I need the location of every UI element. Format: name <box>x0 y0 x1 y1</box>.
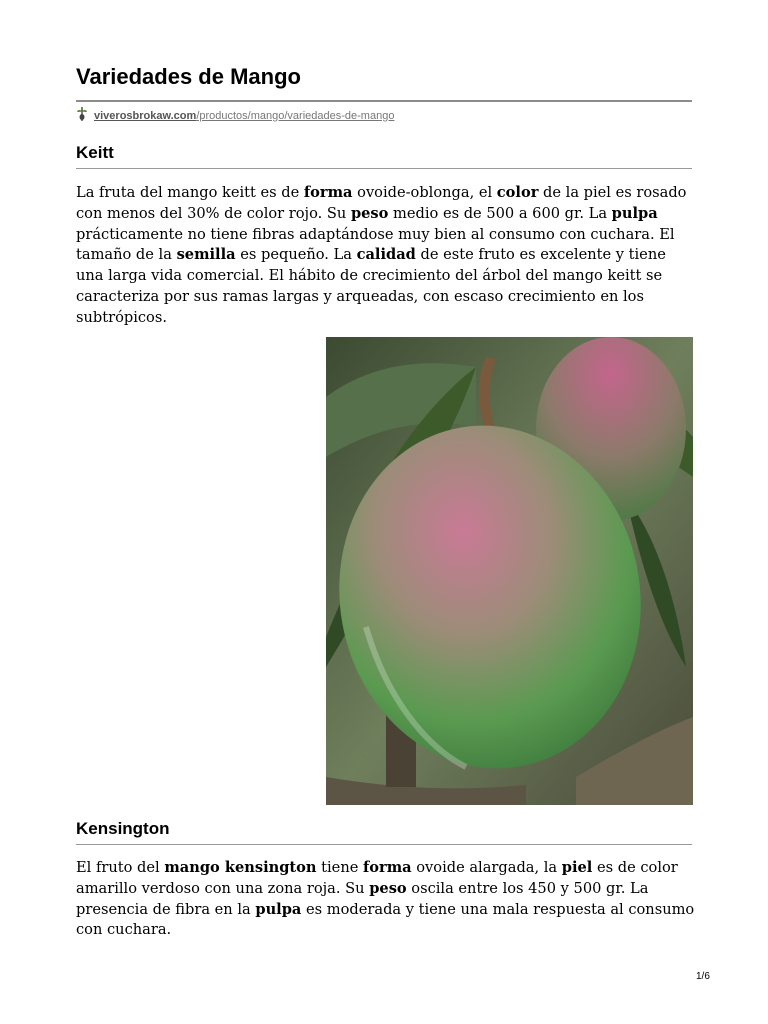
keyword-semilla: semilla <box>176 246 236 264</box>
title-divider <box>76 100 692 102</box>
keyword-piel: piel <box>561 859 593 876</box>
page-number: 1/6 <box>696 971 710 982</box>
keyword-forma: forma <box>303 184 353 201</box>
keyword-pulpa: pulpa <box>611 204 658 222</box>
keyword-pulpa: pulpa <box>255 900 302 918</box>
keyword-mango-kensington: mango kensington <box>164 859 317 876</box>
source-line <box>76 106 394 125</box>
section-heading-keitt: Keitt <box>76 143 114 162</box>
site-logo-icon <box>76 106 88 125</box>
paragraph-kensington: El fruto del mango kensington tiene forma ovoide alargada, la piel es de color amarillo verdoso con una zona roja. Su peso oscila entre los 450 y 500 gr. La presencia de fibra en la pulpa es moderada y tiene una mala respuesta al consumo con cuchara. <box>76 859 695 939</box>
keyword-color: color <box>496 184 539 201</box>
keyword-peso: peso <box>369 879 407 897</box>
section-divider-keitt <box>76 168 692 169</box>
source-path: /productos/mango/variedades-de-mango <box>196 109 395 122</box>
keyword-peso: peso <box>350 204 389 222</box>
source-url-link[interactable] <box>94 110 394 122</box>
keyword-calidad: calidad <box>356 246 416 264</box>
section-divider-kensington <box>76 844 692 845</box>
section-heading-kensington: Kensington <box>76 819 170 838</box>
keyword-forma: forma <box>363 859 412 876</box>
page-title: Variedades de Mango <box>76 64 301 89</box>
mango-photo <box>326 337 693 805</box>
source-domain: viverosbrokaw.com <box>94 109 197 122</box>
paragraph-keitt: La fruta del mango keitt es de forma ovoide-oblonga, el color de la piel es rosado con menos del 30% de color rojo. Su peso medio es de 500 a 600 gr. La pulpa prácticamente no tiene fibras adaptándose muy bien al consumo con cuchara. El tamaño de la semilla es pequeño. La calidad de este fruto es excelente y tiene una larga vida comercial. El hábito de crecimiento del árbol del mango keitt se caracteriza por sus ramas largas y arqueadas, con escaso crecimiento en los subtrópicos. <box>76 184 687 326</box>
